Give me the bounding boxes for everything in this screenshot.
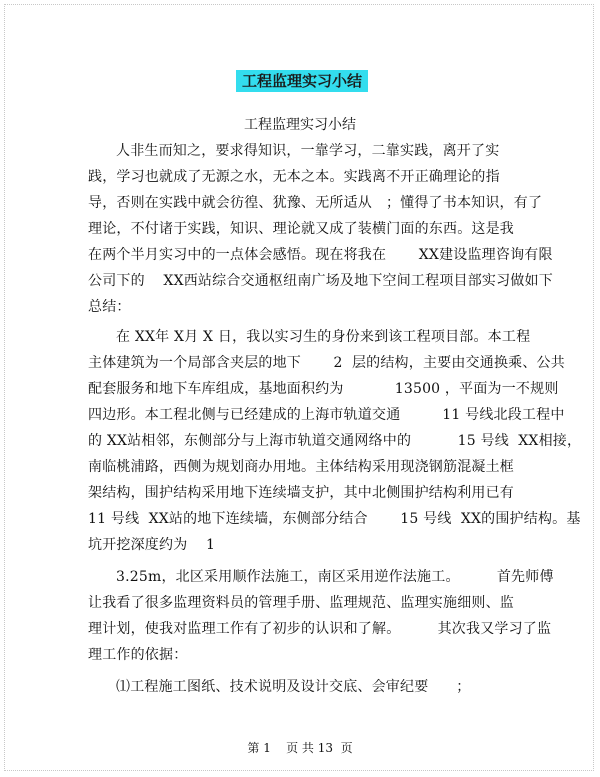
body-line: 四边形。本工程北侧与已经建成的上海市轨道交通 11 号线北段工程中 [88, 407, 565, 423]
body-line: 11 号线 XX站的地下连续墙，东侧部分结合 15 号线 XX的围护结构。基 [88, 511, 581, 527]
body-line: 坑开挖深度约为 1 [88, 537, 216, 553]
body-line: 理论，不付诸于实践，知识、理论就又成了装横门面的东西。这是我 [88, 221, 514, 237]
body-line: 南临桃浦路，西侧为规划商办用地。主体结构采用现浇钢筋混凝土框 [88, 459, 514, 475]
body-line: 在 XX年 X月 X 日，我以实习生的身份来到该工程项目部。本工程 [116, 329, 531, 345]
body-line: 理工作的依据： [88, 647, 188, 663]
body-line: 理计划，使我对监理工作有了初步的认识和了解。 其次我又学习了监 [88, 621, 552, 637]
body-line: ⑴工程施工图纸、技术说明及设计交底、会审纪要 ； [116, 679, 471, 695]
body-line: 的 XX站相邻，东侧部分与上海市轨道交通网络中的 15 号线 XX相接， [88, 433, 582, 449]
page-footer: 第 1 页 共 13 页 [247, 741, 353, 755]
body-line: 在两个半月实习中的一点体会感悟。现在将我在 XX建设监理咨询有限 [88, 247, 553, 263]
body-line: 人非生而知之，要求得知识，一靠学习，二靠实践，离开了实 [116, 143, 500, 159]
document-header-title: 工程监理实习小结 [236, 70, 368, 92]
body-line: 导，否则在实践中就会彷徨、犹豫、无所适从 ；懂得了书本知识，有了 [88, 195, 543, 211]
body-line: 让我看了很多监理资料员的管理手册、监理规范、监理实施细则、监 [88, 595, 514, 611]
document-subtitle: 工程监理实习小结 [244, 117, 356, 133]
body-line: 主体建筑为一个局部含夹层的地下 2 层的结构，主要由交通换乘、公共 [88, 355, 565, 371]
body-line: 配套服务和地下车库组成，基地面积约为 13500 ，平面为一不规则 [88, 381, 559, 397]
body-line: 架结构，围护结构采用地下连续墙支护，其中北侧围护结构利用已有 [88, 485, 514, 501]
body-line: 总结： [88, 299, 131, 315]
body-line: 公司下的 XX西站综合交通枢纽南广场及地下空间工程项目部实习做如下 [88, 273, 553, 289]
body-line: 3.25m，北区采用顺作法施工，南区采用逆作法施工。 首先师傅 [116, 569, 554, 585]
body-line: 践，学习也就成了无源之水，无本之本。实践离不开正确理论的指 [88, 169, 500, 185]
